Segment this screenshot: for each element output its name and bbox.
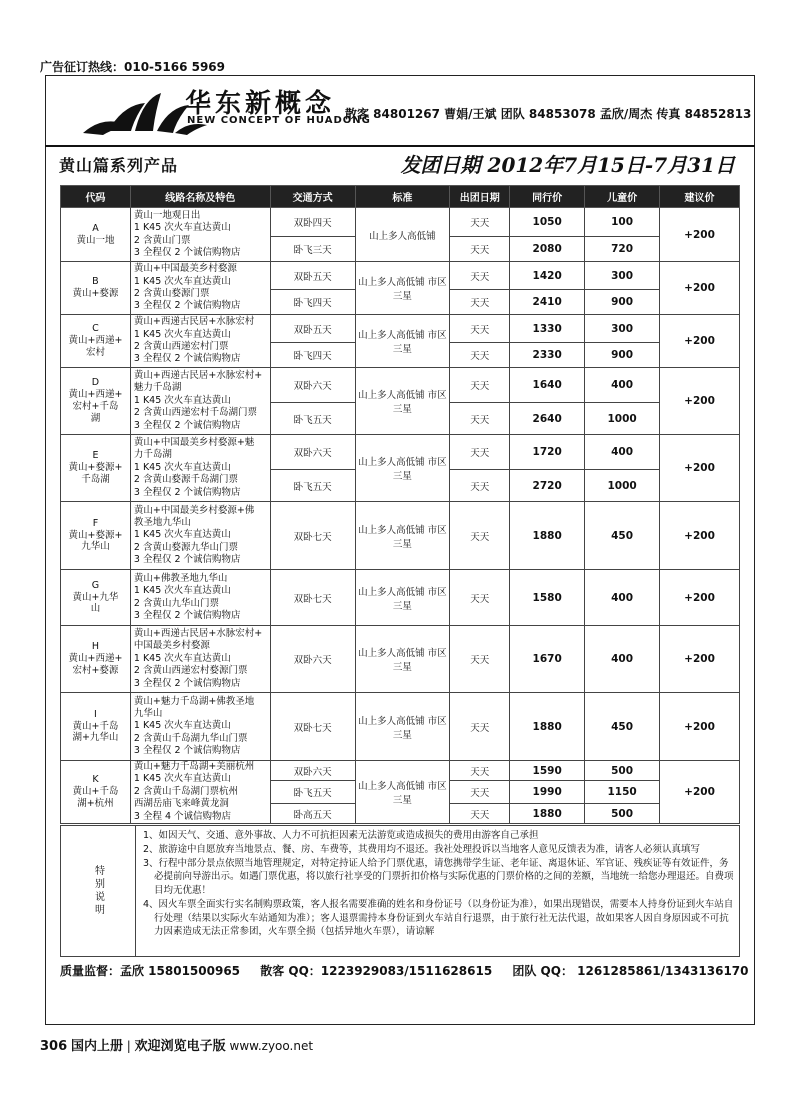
departure-cell: 天天: [450, 470, 510, 502]
standard-cell: 山上多人高低铺: [355, 208, 450, 262]
route-code: [61, 315, 131, 368]
feature-line: 3 全程仅 2 个诚信购物店: [133, 353, 241, 365]
route-features: [130, 262, 270, 315]
table-row: [61, 368, 740, 403]
feature-line: 2 含黄山门票: [133, 234, 191, 246]
page-footer: 306 国内上册 | 欢迎浏览电子版 www.zyoo.net: [40, 1039, 314, 1054]
route-code: [61, 693, 131, 761]
feature-line: 1 K45 次火车直达黄山: [133, 275, 231, 287]
feature-line: 3 全程仅 2 个诚信购物店: [133, 677, 241, 689]
route-code-line: I: [94, 708, 97, 720]
feature-line: 2 含黄山千岛湖门票杭州: [133, 785, 238, 797]
route-features: [130, 502, 270, 570]
suggested-price-cell: +200: [660, 570, 740, 626]
feature-line: 1 K45 次火车直达黄山: [133, 222, 231, 234]
notes-label: 特别说明: [92, 865, 104, 917]
departure-cell: 天天: [450, 290, 510, 315]
child-price-cell: 1000: [585, 470, 660, 502]
route-features: [130, 761, 270, 824]
column-header-7: 建议价: [660, 186, 740, 208]
peer-price-cell: 1580: [510, 570, 585, 626]
child-price-cell: 500: [585, 761, 660, 781]
transport-cell: 卧飞三天: [270, 237, 355, 262]
child-price-cell: 1150: [585, 781, 660, 804]
feature-line: 黄山+中国最美乡村婺源: [133, 263, 237, 275]
transport-cell: 双卧七天: [270, 693, 355, 761]
routes-body: [61, 208, 740, 824]
suggested-price-cell: +200: [660, 761, 740, 824]
departure-cell: 天天: [450, 368, 510, 403]
feature-line: 黄山+西递古民居+水脉宏村+: [133, 628, 263, 640]
transport-cell: 卧飞五天: [270, 781, 355, 804]
feature-line: 力千岛湖: [133, 449, 172, 461]
route-code-line: 黄山+婺源: [72, 288, 119, 299]
column-header-2: 交通方式: [270, 186, 355, 208]
child-price-cell: 300: [585, 262, 660, 290]
route-code-line: B: [92, 276, 99, 288]
feature-line: 3 全程仅 2 个诚信购物店: [133, 609, 241, 621]
peer-price-cell: 2720: [510, 470, 585, 502]
route-code-line: 黄山+千岛: [72, 786, 119, 798]
departure-period: 发团日期 2012年7月15日-7月31日: [400, 153, 735, 177]
page-number: 306: [40, 1039, 68, 1054]
peer-price-cell: 2410: [510, 290, 585, 315]
feature-line: 3 全程仅 2 个诚信购物店: [133, 486, 241, 498]
feature-line: 2 含黄山婺源九华山门票: [133, 541, 238, 553]
child-price-cell: 400: [585, 626, 660, 693]
group-qq: 团队 QQ： 1261285861/1343136170: [512, 964, 749, 978]
route-code: [61, 626, 131, 693]
route-features: [130, 435, 270, 502]
peer-price-cell: 2330: [510, 343, 585, 368]
individual-qq: 散客 QQ：1223929083/1511628615: [260, 964, 493, 978]
table-row: [61, 315, 740, 343]
route-code-line: 黄山+婺源+: [68, 462, 123, 474]
feature-line: 中国最美乡村婺源: [133, 640, 210, 652]
transport-cell: 双卧七天: [270, 570, 355, 626]
feature-line: 2 含黄山婺源千岛湖门票: [133, 474, 238, 486]
feature-line: 西湖岳庙飞来峰黄龙洞: [133, 798, 229, 810]
departure-cell: 天天: [450, 262, 510, 290]
table-row: [61, 502, 740, 570]
departure-cell: 天天: [450, 804, 510, 824]
route-features: [130, 315, 270, 368]
departure-cell: 天天: [450, 343, 510, 368]
standard-cell: 山上多人高低铺 市区三星: [355, 315, 450, 368]
suggested-price-cell: +200: [660, 262, 740, 315]
site-link[interactable]: www.zyoo.net: [229, 1039, 314, 1053]
suggested-price-cell: +200: [660, 315, 740, 368]
route-code: [61, 570, 131, 626]
feature-line: 1 K45 次火车直达黄山: [133, 394, 231, 406]
suggested-price-cell: +200: [660, 626, 740, 693]
departure-cell: 天天: [450, 502, 510, 570]
note-item: 3、行程中部分景点依照当地管理规定，对特定持证人给予门票优惠，请您携带学生证、老年证、离退休证、军官证、残疾证等有效证件，务必提前向导游出示。如遇门票优惠，将以旅行社享受的门票折扣价格与实际优惠的门票价格的之间的差额，当地统一给您办理退还。自费项目均无优惠！: [143, 857, 734, 897]
child-price-cell: 300: [585, 315, 660, 343]
notes-body: [143, 829, 737, 939]
transport-cell: 卧飞五天: [270, 403, 355, 435]
feature-line: 黄山+佛教圣地九华山: [133, 572, 228, 584]
contact-line: 散客 84801267 曹娟/王斌 团队 84853078 孟欣/周杰 传真 84852813: [345, 107, 752, 121]
feature-line: 2 含黄山九华山门票: [133, 597, 219, 609]
route-features: [130, 693, 270, 761]
route-code-line: 宏村: [85, 346, 105, 358]
standard-cell: 山上多人高低铺 市区三星: [355, 435, 450, 502]
footer-contacts: [60, 962, 765, 979]
transport-cell: 卧飞四天: [270, 343, 355, 368]
peer-price-cell: 1590: [510, 761, 585, 781]
feature-line: 3 全程 4 个诚信购物店: [133, 810, 232, 822]
peer-price-cell: 1720: [510, 435, 585, 470]
note-item: 1、如因天气、交通、意外事故、人力不可抗拒因素无法游览或造成损失的费用由游客自己承担: [143, 830, 539, 841]
feature-line: 黄山+中国最美乡村婺源+魅: [133, 437, 255, 449]
feature-line: 1 K45 次火车直达黄山: [133, 652, 231, 664]
feature-line: 魅力千岛湖: [133, 382, 182, 394]
promo-text: 欢迎浏览电子版: [134, 1039, 226, 1054]
column-header-0: 代码: [61, 186, 131, 208]
route-code-line: F: [92, 517, 99, 529]
child-price-cell: 450: [585, 693, 660, 761]
standard-cell: 山上多人高低铺 市区三星: [355, 693, 450, 761]
table-row: [61, 208, 740, 237]
table-row: [61, 435, 740, 470]
transport-cell: 双卧五天: [270, 262, 355, 290]
table-row: [61, 262, 740, 290]
route-code-line: 黄山一地: [76, 234, 115, 246]
child-price-cell: 400: [585, 570, 660, 626]
route-code: [61, 368, 131, 435]
feature-line: 2 含黄山西递宏村千岛湖门票: [133, 407, 257, 419]
feature-line: 1 K45 次火车直达黄山: [133, 720, 231, 732]
child-price-cell: 900: [585, 343, 660, 368]
feature-line: 1 K45 次火车直达黄山: [133, 585, 231, 597]
child-price-cell: 720: [585, 237, 660, 262]
route-code-line: C: [92, 323, 99, 335]
child-price-cell: 450: [585, 502, 660, 570]
peer-price-cell: 1640: [510, 368, 585, 403]
feature-line: 黄山+魅力千岛湖+美丽杭州: [133, 761, 255, 773]
child-price-cell: 500: [585, 804, 660, 824]
feature-line: 九华山: [133, 707, 163, 719]
departure-cell: 天天: [450, 781, 510, 804]
feature-line: 3 全程仅 2 个诚信购物店: [133, 554, 241, 566]
route-code-line: 黄山+婺源+: [68, 529, 123, 541]
suggested-price-cell: +200: [660, 368, 740, 435]
standard-cell: 山上多人高低铺 市区三星: [355, 262, 450, 315]
note-item: 2、旅游途中自愿放弃当地景点、餐、房、车费等，其费用均不退还。我社处理投诉以当地客人意见反馈表为准，请客人必须认真填写: [143, 843, 701, 855]
transport-cell: 卧高五天: [270, 804, 355, 824]
departure-cell: 天天: [450, 693, 510, 761]
brand-name-en: NEW CONCEPT OF HUADONG: [187, 115, 371, 126]
column-header-1: 线路名称及特色: [130, 186, 270, 208]
feature-line: 黄山+西递古民居+水脉宏村+: [133, 370, 263, 382]
table-row: [61, 626, 740, 693]
departure-cell: 天天: [450, 237, 510, 262]
section-name: 国内上册: [70, 1039, 123, 1054]
feature-line: 黄山+西递古民居+水脉宏村: [133, 316, 255, 328]
column-header-6: 儿童价: [585, 186, 660, 208]
transport-cell: 卧飞五天: [270, 470, 355, 502]
peer-price-cell: 1880: [510, 804, 585, 824]
suggested-price-cell: +200: [660, 208, 740, 262]
route-code-line: 千岛湖: [81, 473, 110, 485]
standard-cell: 山上多人高低铺 市区三星: [355, 502, 450, 570]
route-code-line: 宏村+千岛: [72, 401, 119, 412]
peer-price-cell: 1880: [510, 693, 585, 761]
route-features: [130, 626, 270, 693]
feature-line: 1 K45 次火车直达黄山: [133, 328, 231, 340]
route-code: [61, 435, 131, 502]
route-code-line: 黄山+九华: [72, 591, 119, 603]
suggested-price-cell: +200: [660, 502, 740, 570]
feature-line: 黄山一地观日出: [133, 209, 201, 221]
brand-header: [45, 75, 755, 145]
departure-cell: 天天: [450, 761, 510, 781]
feature-line: 1 K45 次火车直达黄山: [133, 529, 231, 541]
peer-price-cell: 1330: [510, 315, 585, 343]
departure-cell: 天天: [450, 208, 510, 237]
child-price-cell: 400: [585, 368, 660, 403]
route-code-line: A: [92, 222, 99, 234]
special-notes: [60, 825, 740, 957]
child-price-cell: 100: [585, 208, 660, 237]
standard-cell: 山上多人高低铺 市区三星: [355, 570, 450, 626]
peer-price-cell: 1880: [510, 502, 585, 570]
departure-cell: 天天: [450, 435, 510, 470]
transport-cell: 卧飞四天: [270, 290, 355, 315]
route-code-line: 黄山+千岛: [72, 720, 119, 732]
child-price-cell: 1000: [585, 403, 660, 435]
child-price-cell: 400: [585, 435, 660, 470]
route-code-line: 湖+九华山: [72, 732, 119, 744]
standard-cell: 山上多人高低铺 市区三星: [355, 761, 450, 824]
route-code-line: 湖+杭州: [77, 797, 114, 809]
column-header-4: 出团日期: [450, 186, 510, 208]
transport-cell: 双卧五天: [270, 315, 355, 343]
feature-line: 3 全程仅 2 个诚信购物店: [133, 300, 241, 312]
routes-table: [60, 185, 740, 824]
table-header-row: [61, 186, 740, 208]
departure-cell: 天天: [450, 403, 510, 435]
transport-cell: 双卧六天: [270, 626, 355, 693]
feature-line: 3 全程仅 2 个诚信购物店: [133, 745, 241, 757]
suggested-price-cell: +200: [660, 693, 740, 761]
departure-cell: 天天: [450, 570, 510, 626]
route-code-line: 黄山+西递+: [68, 653, 123, 665]
route-code: [61, 262, 131, 315]
suggested-price-cell: +200: [660, 435, 740, 502]
route-code-line: D: [91, 377, 100, 389]
quality-supervision: 质量监督：孟欣 15801500965: [60, 964, 241, 978]
route-code-line: K: [92, 774, 99, 786]
transport-cell: 双卧六天: [270, 761, 355, 781]
ad-hotline: 广告征订热线：010-5166 5969: [40, 60, 226, 74]
feature-line: 黄山+魅力千岛湖+佛教圣地: [133, 695, 255, 707]
peer-price-cell: 1990: [510, 781, 585, 804]
feature-line: 2 含黄山西递宏村婺源门票: [133, 665, 248, 677]
peer-price-cell: 1420: [510, 262, 585, 290]
transport-cell: 双卧六天: [270, 368, 355, 403]
route-features: [130, 368, 270, 435]
brand-name-cn: 华东新概念: [185, 89, 336, 119]
feature-line: 2 含黄山婺源门票: [133, 288, 210, 299]
table-row: [61, 570, 740, 626]
departure-cell: 天天: [450, 315, 510, 343]
feature-line: 2 含黄山西递宏村门票: [133, 341, 229, 352]
column-header-3: 标准: [355, 186, 450, 208]
feature-line: 教圣地九华山: [133, 516, 191, 528]
route-code-line: H: [91, 641, 100, 653]
departure-cell: 天天: [450, 626, 510, 693]
route-code: [61, 502, 131, 570]
route-code-line: 山: [90, 603, 101, 615]
series-title: 黄山篇系列产品: [59, 156, 179, 175]
table-row: [61, 761, 740, 781]
peer-price-cell: 1670: [510, 626, 585, 693]
column-header-5: 同行价: [510, 186, 585, 208]
standard-cell: 山上多人高低铺 市区三星: [355, 626, 450, 693]
series-bar: [45, 145, 755, 177]
standard-cell: 山上多人高低铺 市区三星: [355, 368, 450, 435]
feature-line: 2 含黄山千岛湖九华山门票: [133, 732, 248, 744]
route-code-line: 九华山: [81, 541, 110, 553]
peer-price-cell: 1050: [510, 208, 585, 237]
child-price-cell: 900: [585, 290, 660, 315]
transport-cell: 双卧四天: [270, 208, 355, 237]
transport-cell: 双卧六天: [270, 435, 355, 470]
table-row: [61, 693, 740, 761]
transport-cell: 双卧七天: [270, 502, 355, 570]
route-code-line: 宏村+婺源: [72, 664, 119, 676]
feature-line: 1 K45 次火车直达黄山: [133, 461, 231, 473]
route-code-line: 湖: [90, 412, 101, 424]
route-features: [130, 208, 270, 262]
feature-line: 1 K45 次火车直达黄山: [133, 773, 231, 785]
feature-line: 3 全程仅 2 个诚信购物店: [133, 246, 241, 258]
route-features: [130, 570, 270, 626]
route-code-line: 黄山+西递+: [68, 335, 123, 347]
peer-price-cell: 2640: [510, 403, 585, 435]
route-code: [61, 761, 131, 824]
feature-line: 3 全程仅 2 个诚信购物店: [133, 419, 241, 431]
note-item: 4、因火车票全面实行实名制购票政策，客人报名需要准确的姓名和身份证号（以身份证为准），如果出现错误，需要本人持身份证到火车站自行处理（结果以实际火车站通知为准）；客人退票需持本身份证到火车站自行退票，由于旅行社无法代退，故如果客人因自身原因或不可抗力因素造成无法正常参团，火车票全损（包括异地火车票），请谅解: [143, 898, 734, 938]
route-code-line: 黄山+西递+: [68, 389, 123, 401]
feature-line: 黄山+中国最美乡村婺源+佛: [133, 504, 255, 516]
route-code-line: G: [91, 579, 100, 591]
route-code-line: E: [92, 450, 99, 462]
peer-price-cell: 2080: [510, 237, 585, 262]
route-code: [61, 208, 131, 262]
